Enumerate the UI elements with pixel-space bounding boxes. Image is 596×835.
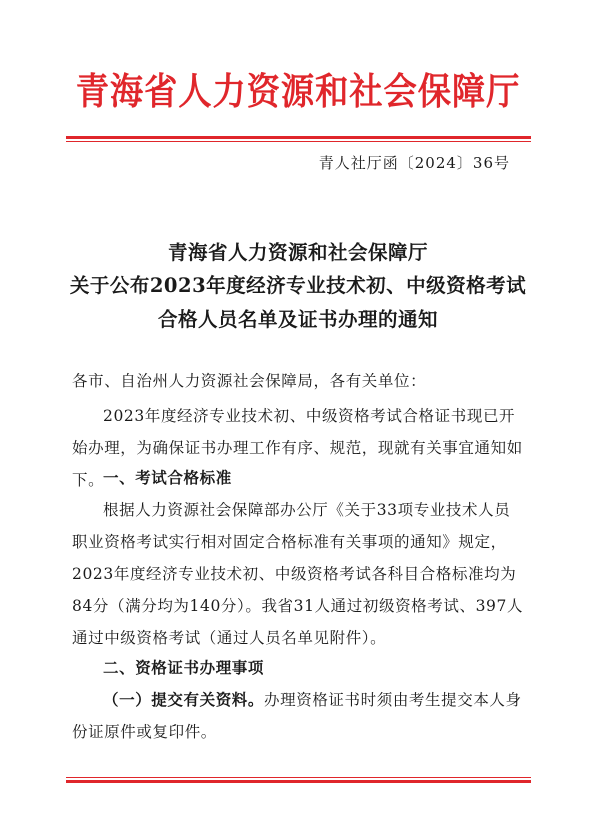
item-1-text: 办理资格证书时须由考生提交本人身份证原件或复印件。 bbox=[72, 691, 522, 741]
salutation: 各市、自治州人力资源社会保障局，各有关单位： bbox=[72, 372, 427, 390]
document-number: 青人社厅函〔2024〕36号 bbox=[318, 154, 510, 172]
organization-header: 青海省人力资源和社会保障厅 bbox=[75, 69, 521, 113]
section-1-paragraph: 根据人力资源社会保障部办公厅《关于33项专业技术人员职业资格考试实行相对固定合格标准有关事项的通知》规定，2023年度经济专业技术初、中级资格考试各科目合格标准均为84分（满分均为140分）。我省31人通过初级资格考试、397人通过中级资格考试（通过人员名单见附件）。 bbox=[72, 501, 524, 647]
item-1-lead: （一）提交有关资料。 bbox=[103, 690, 265, 709]
item-1-paragraph bbox=[72, 684, 524, 748]
section-2-heading: 二、资格证书办理事项 bbox=[103, 658, 265, 677]
footer-red-rule-thin bbox=[66, 777, 531, 778]
section-1-heading: 一、考试合格标准 bbox=[103, 468, 232, 487]
header-red-rule-thin bbox=[66, 141, 531, 142]
title-line-1: 青海省人力资源和社会保障厅 bbox=[167, 241, 428, 264]
header-red-rule-thick bbox=[66, 136, 531, 139]
footer-red-rule-thick bbox=[66, 780, 531, 783]
intro-paragraph: 2023年度经济专业技术初、中级资格考试合格证书现已开始办理，为确保证书办理工作有序、规范，现就有关事宜通知如下。 bbox=[72, 407, 523, 489]
title-line-3: 合格人员名单及证书办理的通知 bbox=[157, 308, 438, 331]
title-line-2: 关于公布2023年度经济专业技术初、中级资格考试 bbox=[69, 274, 527, 297]
